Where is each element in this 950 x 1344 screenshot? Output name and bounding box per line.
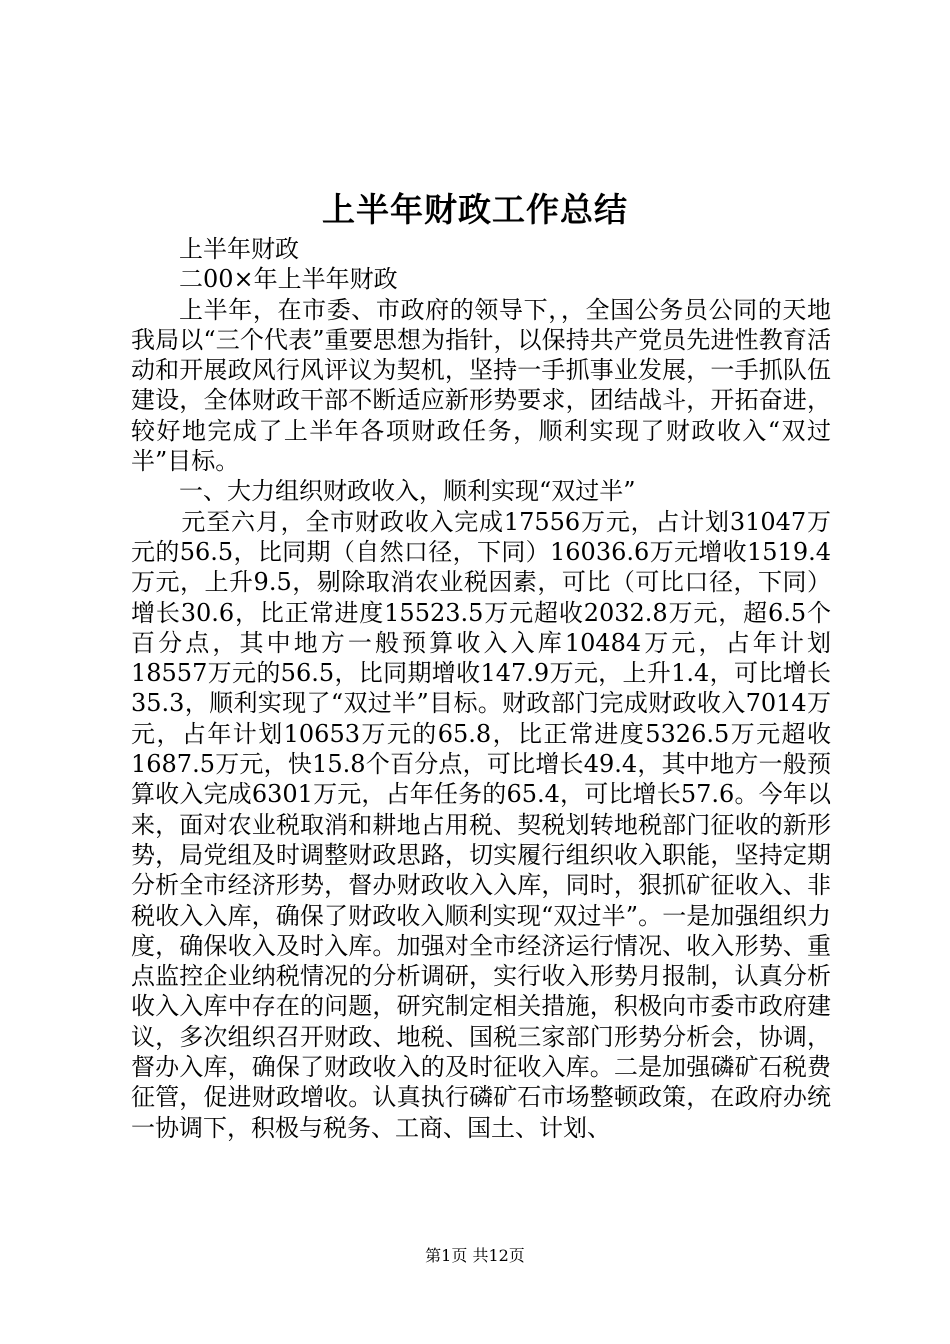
page-footer: 第1页 共12页 bbox=[425, 1246, 525, 1265]
paragraph-intro: 上半年，在市委、市政府的领导下，，全国公务员公同的天地我局以“三个代表”重要思想为指针，以保持共产党员先进性教育活动和开展政风行风评议为契机，坚持一手抓事业发展，一手抓队伍建设，全体财政干部不断适应新形势要求，团结战斗，开拓奋进，较好地完成了上半年各项财政任务，顺利实现了财政收入“双过半”目标。 bbox=[131, 295, 831, 476]
paragraph-section-1-body: 元至六月，全市财政收入完成17556万元，占计划31047万元的56.5，比同期（自然口径，下同）16036.6万元增收1519.4万元，上升9.5，剔除取消农业税因素，可比（可比口径，下同）增长30.6，比正常进度15523.5万元超收2032.8万元，超6.5个百分点，其中地方一般预算收入入库10484万元，占年计划18557万元的56.5，比同期增收147.9万元，上升1.4，可比增长35.3，顺利实现了“双过半”目标。财政部门完成财政收入7014万元，占年计划10653万元的65.8，比正常进度5326.5万元超收1687.5万元，快15.8个百分点，可比增长49.4，其中地方一般预算收入完成6301万元，占年任务的65.4，可比增长57.6。今年以来，面对农业税取消和耕地占用税、契税划转地税部门征收的新形势，局党组及时调整财政思路，切实履行组织收入职能，坚持定期分析全市经济形势，督办财政收入入库，同时，狠抓矿征收入、非税收入入库，确保了财政收入顺利实现“双过半”。一是加强组织力度，确保收入及时入库。加强对全市经济运行情况、收入形势、重点监控企业纳税情况的分析调研，实行收入形势月报制，认真分析收入入库中存在的问题，研究制定相关措施，积极向市委市政府建议，多次组织召开财政、地税、国税三家部门形势分析会，协调，督办入库，确保了财政收入的及时征收入库。二是加强磷矿石税费征管，促进财政增收。认真执行磷矿石市场整顿政策，在政府办统一协调下，积极与税务、工商、国土、计划、 bbox=[131, 507, 831, 1142]
paragraph-heading-1: 上半年财政 bbox=[179, 235, 299, 263]
paragraph-heading-2: 二00×年上半年财政 bbox=[179, 265, 398, 294]
section-heading-1: 一、大力组织财政收入，顺利实现“双过半” bbox=[179, 477, 636, 506]
document-title: 上半年财政工作总结 bbox=[322, 190, 628, 229]
document-body bbox=[131, 234, 831, 1143]
